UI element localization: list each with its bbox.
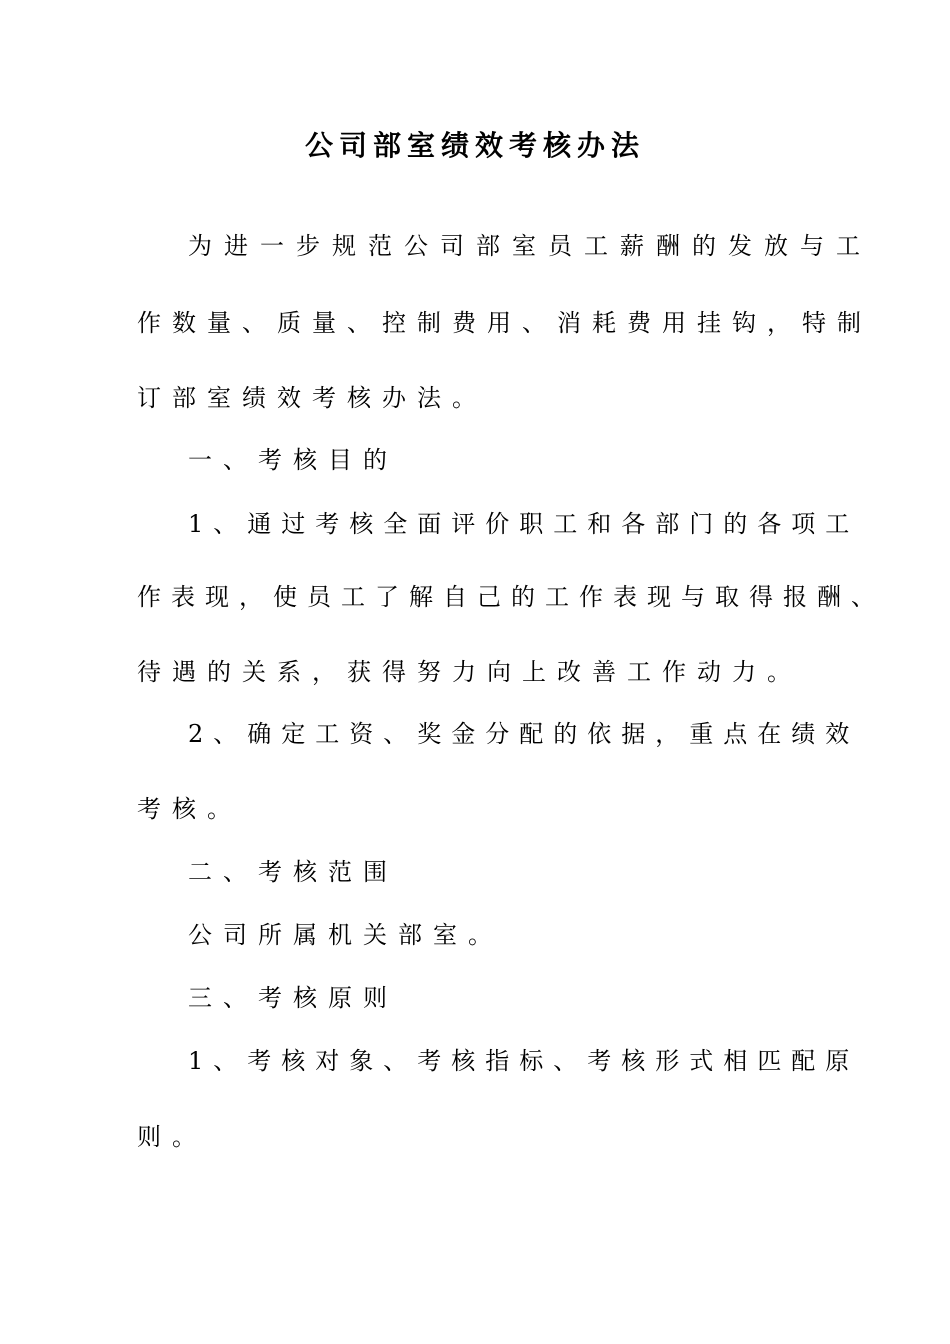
section-heading-scope: 二、考核范围: [188, 858, 398, 886]
purpose-item-1-line-1: 1、通过考核全面评价职工和各部门的各项工: [188, 510, 860, 538]
purpose-item-2-line-1: 2、确定工资、奖金分配的依据，重点在绩效: [188, 720, 860, 748]
document-title: 公司部室绩效考核办法: [304, 129, 645, 162]
paragraph-line-intro-2: 作数量、质量、控制费用、消耗费用挂钩，特制: [137, 309, 872, 337]
section-heading-principles: 三、考核原则: [188, 984, 398, 1012]
purpose-item-1-line-3: 待遇的关系，获得努力向上改善工作动力。: [137, 658, 802, 686]
scope-text: 公司所属机关部室。: [188, 921, 503, 949]
purpose-item-1-line-2: 作表现，使员工了解自己的工作表现与取得报酬、: [137, 583, 885, 611]
principle-item-1-line-2: 则。: [137, 1123, 207, 1151]
section-heading-purpose: 一、考核目的: [188, 446, 398, 474]
principle-item-1-line-1: 1、考核对象、考核指标、考核形式相匹配原: [188, 1047, 860, 1075]
paragraph-line-intro-1: 为进一步规范公司部室员工薪酬的发放与工: [188, 232, 872, 260]
paragraph-line-intro-3: 订部室绩效考核办法。: [137, 384, 487, 412]
purpose-item-2-line-2: 考核。: [137, 795, 242, 823]
